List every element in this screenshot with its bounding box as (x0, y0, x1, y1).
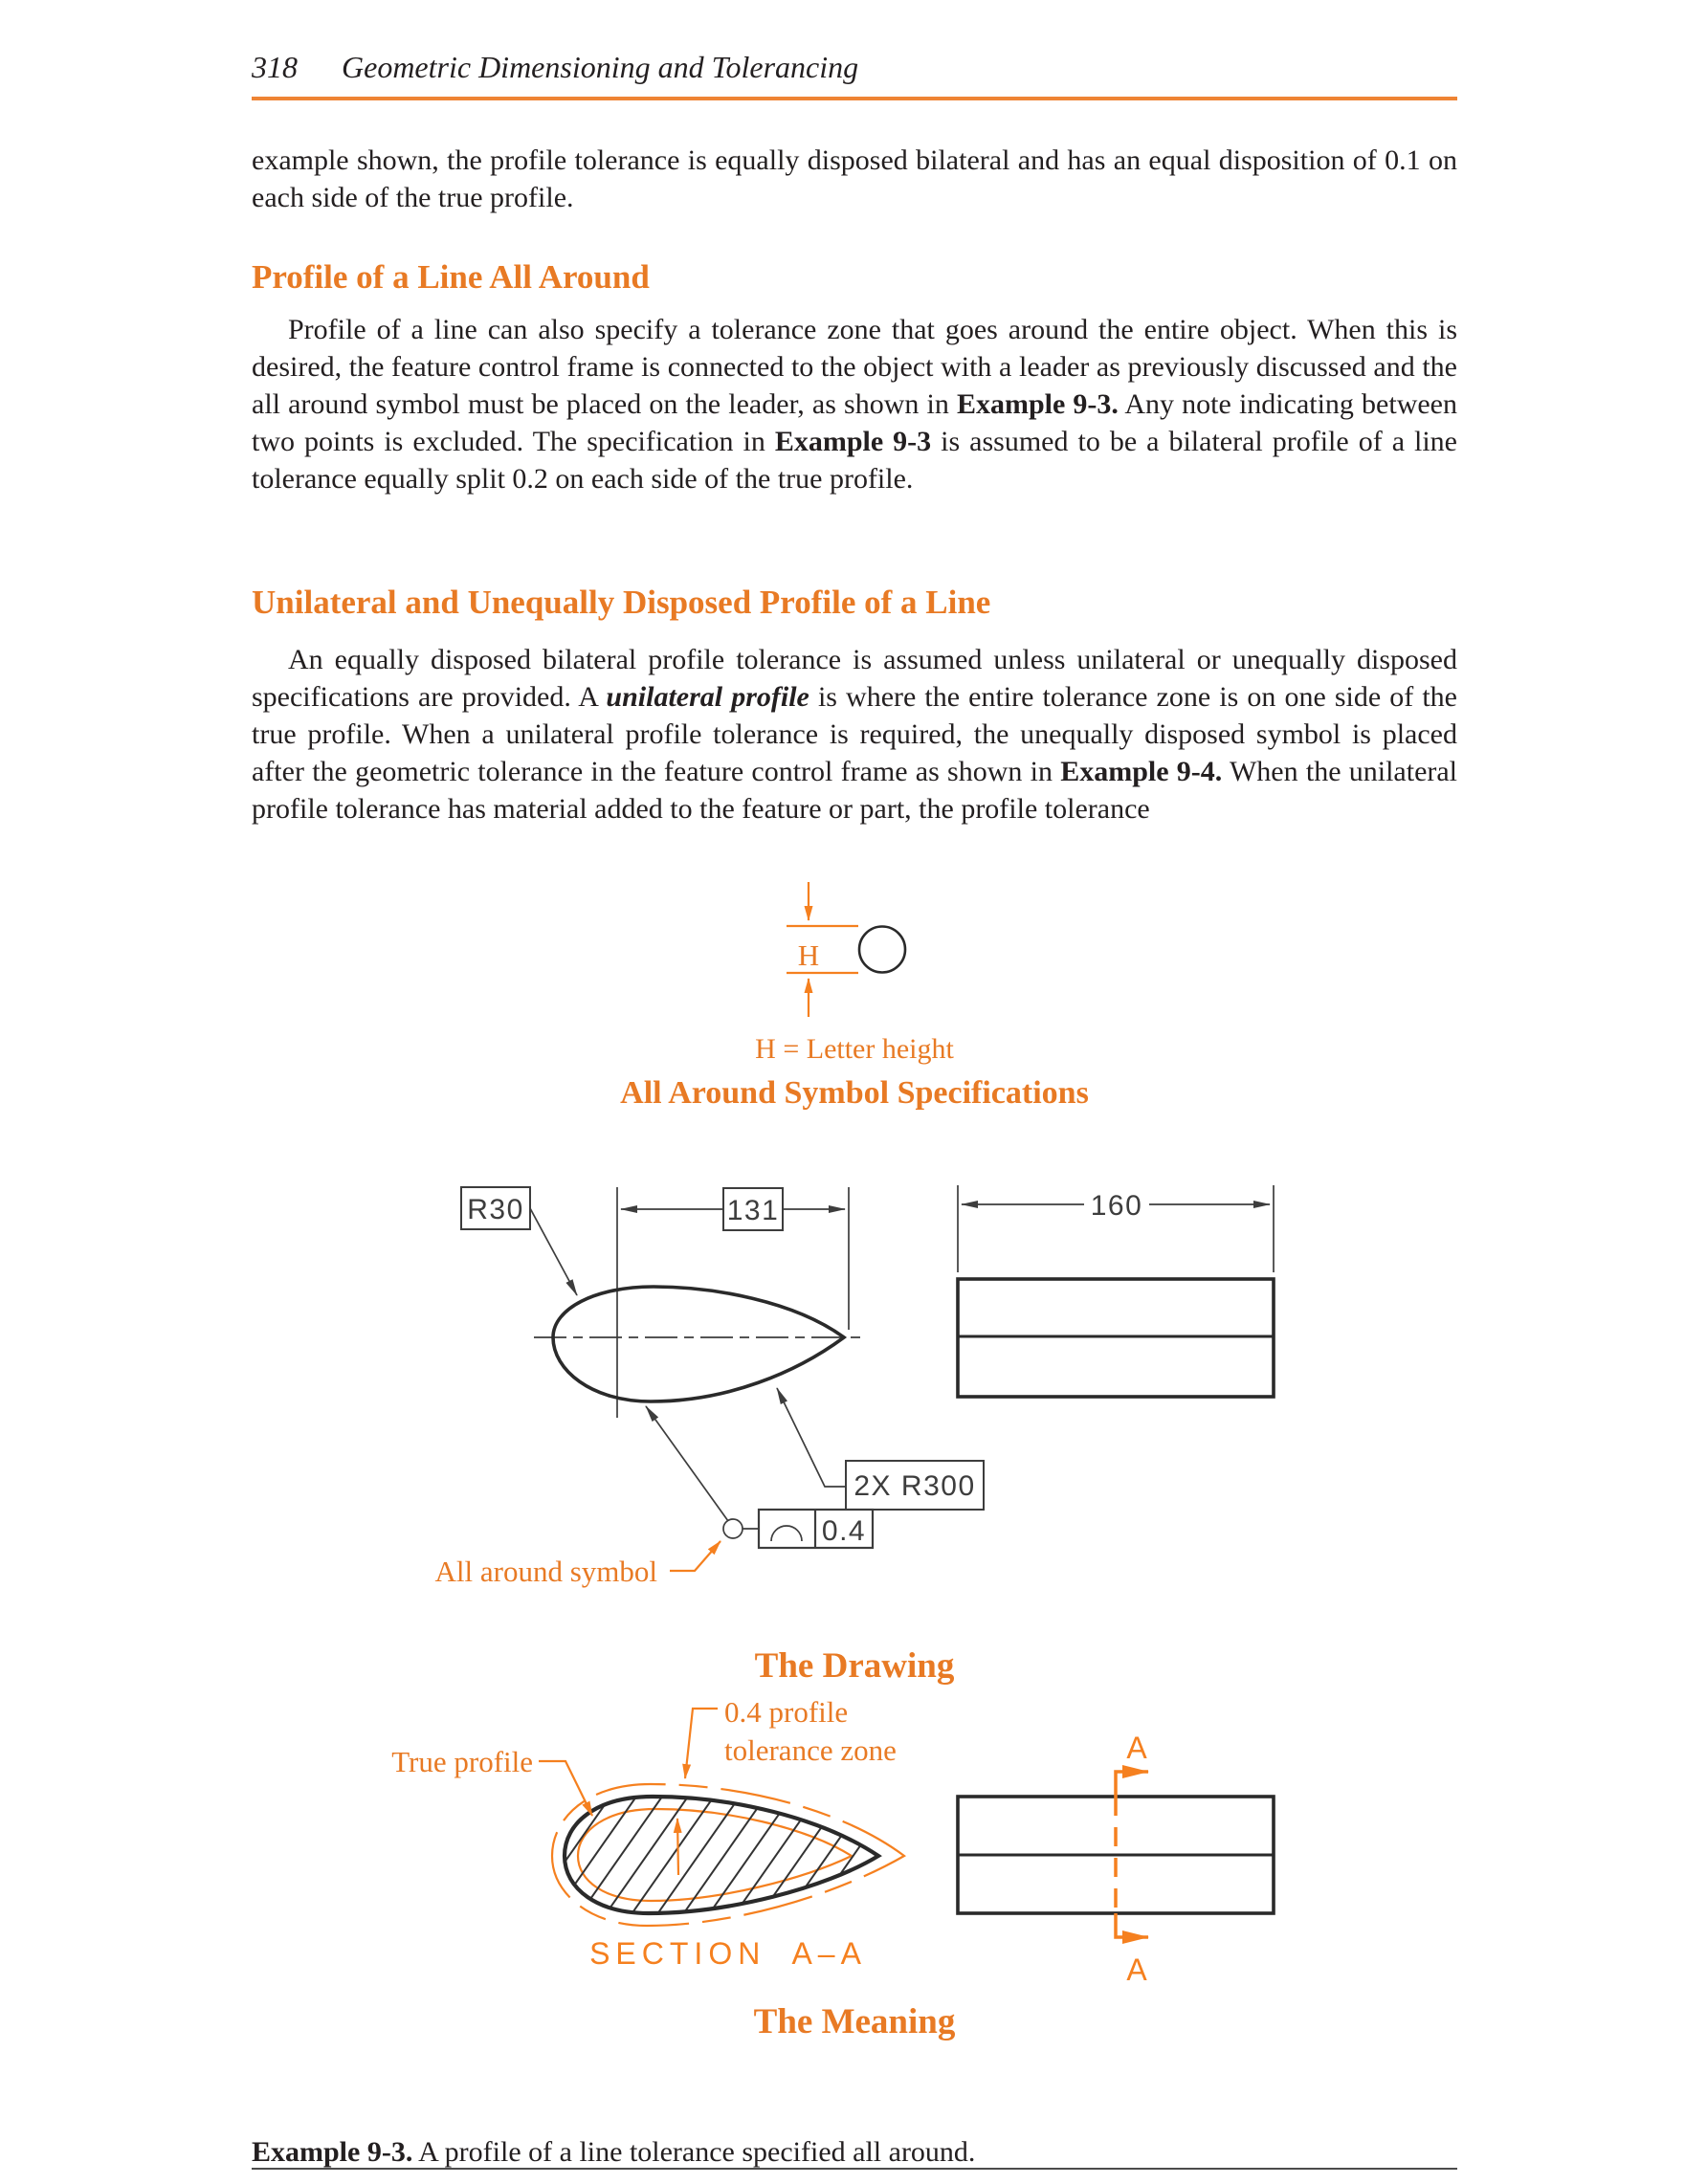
all-around-symbol-label: All around symbol (434, 1555, 657, 1588)
all-around-symbol-icon (723, 1519, 743, 1538)
paragraph-unilateral-text-1: An equally disposed bilateral profile tolerance is assumed unless unilateral or unequally disposed specifications are provided. A (252, 644, 1457, 713)
paragraph-unilateral-text-3: When the unilateral profile tolerance has material added to the feature or part, the profile tolerance (252, 756, 1458, 825)
all-around-symbol-spec-diagram (737, 871, 947, 1028)
r300-leader (777, 1388, 846, 1487)
example-9-3-ref-1: Example 9-3. (956, 388, 1119, 420)
the-drawing-caption: The Drawing (754, 1646, 955, 1686)
example-caption-number: Example 9-3. (252, 2136, 413, 2168)
paragraph-all-around (252, 311, 1457, 497)
chapter-title: Geometric Dimensioning and Tolerancing (342, 50, 859, 84)
example-9-3-ref-2: Example 9-3 (774, 426, 932, 457)
section-a-top-label: A (1126, 1731, 1147, 1765)
the-meaning-caption: The Meaning (753, 2002, 956, 2041)
example-caption-text: A profile of a line tolerance specified all around. (412, 2136, 976, 2168)
heading-unilateral-unequally: Unilateral and Unequally Disposed Profile of a Line (252, 584, 991, 622)
cutting-plane-arrow-bottom (1116, 1913, 1148, 1937)
page-number: 318 (252, 50, 298, 84)
bottom-rule (252, 2168, 1457, 2170)
the-meaning-figure (364, 1693, 1340, 1990)
dim-text-131: 131 (726, 1195, 780, 1226)
h-equals-letter-height-caption: H = Letter height (755, 1033, 954, 1065)
section-a-a-label: SECTION A–A (589, 1936, 867, 1971)
section-a-bottom-label: A (1126, 1952, 1147, 1987)
true-profile-leader (539, 1761, 592, 1816)
unilateral-profile-term: unilateral profile (606, 681, 809, 713)
dim-text-160: 160 (1090, 1190, 1143, 1222)
zone-leader (685, 1709, 718, 1778)
spec-title: All Around Symbol Specifications (620, 1075, 1089, 1111)
paragraph-all-around-text-3: is assumed to be a bilateral profile of a line tolerance equally split 0.2 on each side of the true profile. (252, 426, 1457, 495)
fcf-leader (646, 1406, 728, 1521)
the-drawing-figure (383, 1167, 1340, 1626)
paragraph-unilateral-text-2: is where the entire tolerance zone is on one side of the true profile. When a unilateral profile tolerance is required, the unequally disposed symbol is placed after the geometric tolerance in the feature control frame as shown in (252, 681, 1457, 787)
example-9-4-ref: Example 9-4. (1060, 756, 1223, 787)
example-caption (252, 2136, 1457, 2169)
true-profile-label: True profile (391, 1745, 533, 1778)
dim-text-r30: R30 (467, 1194, 524, 1225)
paragraph-intro-text: example shown, the profile tolerance is equally disposed bilateral and has an equal disposition of 0.1 on each side of the true profile. (252, 144, 1457, 213)
r30-leader (530, 1208, 577, 1295)
all-around-circle-icon (859, 927, 905, 973)
dim-text-r300: 2X R300 (854, 1470, 976, 1502)
paragraph-unilateral (252, 641, 1457, 827)
zone-label-line2: tolerance zone (724, 1733, 897, 1767)
zone-label-line1: 0.4 profile (724, 1695, 849, 1729)
letter-height-h-label: H (797, 938, 820, 972)
all-around-callout-arrow (670, 1541, 720, 1571)
paragraph-all-around-text-2: Any note indicating between two points is excluded. The specification in (252, 388, 1457, 457)
zone-width-arrow (677, 1819, 678, 1875)
running-head (252, 50, 1457, 85)
paragraph-intro (252, 142, 1457, 216)
paragraph-all-around-text-1: Profile of a line can also specify a tolerance zone that goes around the entire object. When this is desired, the feature control frame is connected to the object with a leader as previously discussed and the all around symbol must be placed on the leader, as shown in (252, 314, 1457, 420)
fcf-tolerance-value: 0.4 (821, 1515, 867, 1547)
header-rule (252, 97, 1457, 100)
cutting-plane-arrow-top (1116, 1772, 1148, 1797)
teardrop-profile-outline (553, 1287, 844, 1401)
heading-profile-line-all-around: Profile of a Line All Around (252, 258, 650, 297)
